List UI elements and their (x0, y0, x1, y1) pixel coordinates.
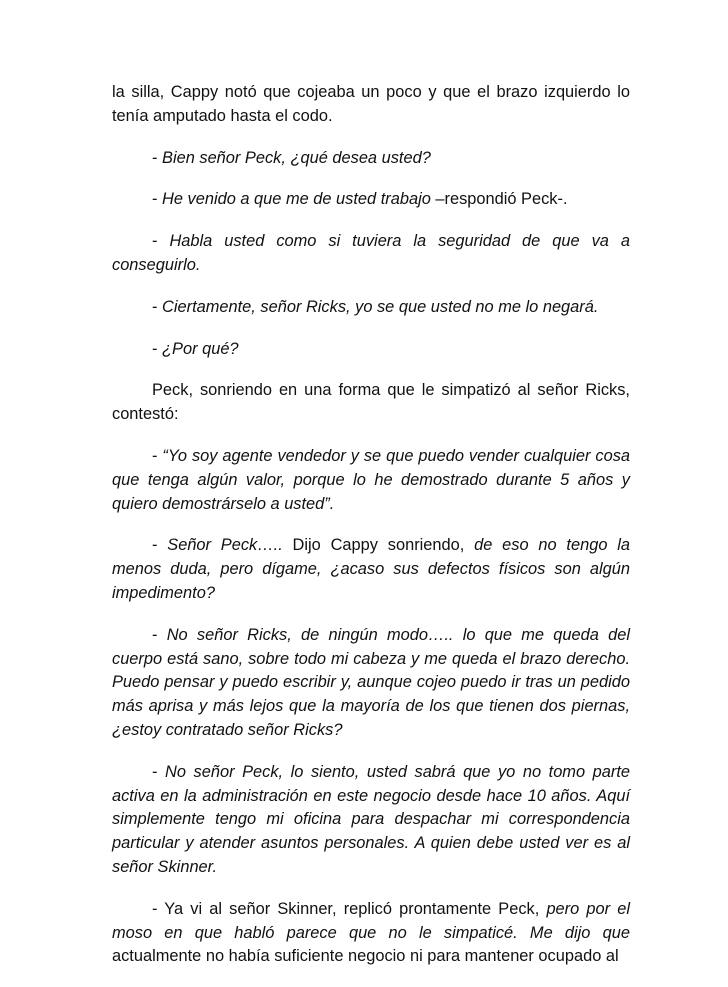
text-run: pero por el moso en que habló parece que no le simpaticé. Me dijo que (112, 899, 630, 942)
text-run: No señor Peck, lo siento, usted sabrá que yo no tomo parte activa en la administración en este negocio desde hace 10 años. Aquí simplemente tengo mi oficina para despachar mi correspondencia particular y atender asuntos personales. A quien debe usted ver es al señor Skinner. (112, 762, 631, 876)
paragraph (112, 338, 630, 362)
text-run: Bien señor Peck, ¿qué desea usted? (162, 148, 431, 167)
paragraph (112, 898, 630, 969)
paragraph (112, 188, 630, 212)
paragraph (112, 534, 630, 605)
paragraph (112, 147, 630, 171)
paragraph (112, 761, 630, 880)
paragraph (112, 445, 630, 516)
text-run: - Ya vi al señor Skinner, replicó prontamente Peck, (152, 899, 547, 918)
paragraph (112, 81, 630, 129)
text-run: ¿Por qué? (162, 339, 239, 358)
text-run: - (152, 446, 163, 465)
text-run: - (152, 339, 163, 358)
text-run: Habla usted como si tuviera la seguridad de que va a conseguirlo. (112, 232, 630, 274)
text-run: actualmente no había suficiente negocio ni para mantener ocupado al (112, 947, 619, 966)
text-run: Dijo Cappy sonriendo, (282, 536, 475, 555)
text-run: Peck, sonriendo en una forma que le simpatizó al señor Ricks, contestó: (112, 381, 630, 424)
text-run: - (152, 536, 168, 555)
text-run: - (152, 625, 167, 644)
paragraph (112, 379, 630, 427)
text-run: He venido a que me de usted trabajo (162, 190, 431, 209)
text-run: Ciertamente, señor Ricks, yo se que usted no me lo negará. (162, 297, 599, 316)
paragraph (112, 296, 630, 320)
text-run: Señor Peck….. (167, 536, 283, 555)
text-run: - (152, 148, 163, 167)
text-run: - (152, 762, 166, 781)
text-run: - (152, 297, 163, 316)
text-run: –respondió Peck-. (430, 190, 568, 209)
text-run: “Yo soy agente vendedor y se que puedo vender cualquier cosa que tenga algún valor, porque lo he demostrado durante 5 años y quiero demostrárselo a usted”. (112, 446, 631, 513)
text-run: No señor Ricks, de ningún modo….. lo que me queda del cuerpo está sano, sobre todo mi cabeza y me queda el brazo derecho. Puedo pensar y puedo escribir y, aunque cojeo puedo ir tras un pedido más aprisa y más lejos que la mayoría de los que tienen dos piernas, ¿estoy contratado señor Ricks? (112, 625, 630, 739)
paragraph (112, 230, 630, 278)
text-run: la silla, Cappy notó que cojeaba un poco y que el brazo izquierdo lo tenía amputado hasta el codo. (112, 83, 630, 125)
text-run: - (152, 190, 163, 209)
text-run: - (152, 232, 170, 251)
text-run: de eso no tengo la menos duda, pero dígame, ¿acaso sus defectos físicos son algún impedimento? (112, 536, 630, 602)
paragraph (112, 624, 630, 743)
document-body (112, 81, 630, 987)
